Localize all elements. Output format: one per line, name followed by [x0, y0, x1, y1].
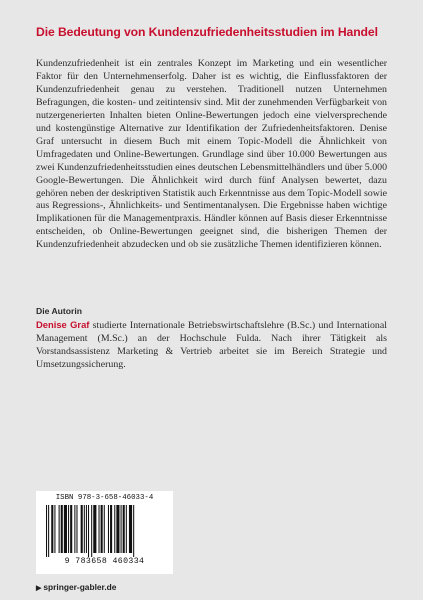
barcode-bar [91, 505, 92, 557]
barcode-bar [86, 505, 87, 553]
barcode-panel [36, 491, 173, 574]
isbn-label: ISBN 978-3-658-46033-4 [55, 494, 154, 502]
barcode-bar [68, 505, 69, 553]
barcode-bar [76, 505, 77, 553]
barcode-bar [126, 505, 127, 553]
publisher-website[interactable] [36, 582, 116, 592]
barcode-bar [46, 505, 47, 557]
author-bio-text: studierte Internationale Betriebswirtschaftslehre (B.Sc.) und International Management (M.Sc.) an der Hochschule Fulda. Nach ihrer Tätigkeit als Vorstandsassistenz Marketing & Vertrieb arbeitet sie im Bereich Strategie und Umsetzungssicherung. [36, 320, 387, 370]
barcode-bar [81, 505, 83, 553]
book-title: Die Bedeutung von Kundenzufriedenheitsstudien im Handel [36, 25, 378, 39]
barcode-bar [61, 505, 63, 553]
barcode-bar [74, 505, 75, 553]
barcode-bar [129, 505, 132, 553]
barcode-bar [99, 505, 100, 553]
barcode-bar [70, 505, 72, 553]
barcode-bar [108, 505, 109, 553]
author-name: Denise Graf [36, 319, 90, 330]
author-bio [36, 319, 387, 372]
arrow-right-icon: ▶ [36, 585, 42, 592]
barcode-bar [93, 505, 96, 553]
barcode-bar [123, 505, 125, 553]
barcode-bar [101, 505, 103, 553]
about-author-heading: Die Autorin [36, 306, 82, 316]
barcode-icon [46, 505, 163, 557]
blurb-text: Kundenzufriedenheit ist ein zentrales Konzept im Marketing und ein wesentlicher Faktor für den Unternehmenserfolg. Daher ist es wichtig, die Einflussfaktoren der Kundenzufriedenheit genau zu verstehen. Traditionell nutzen Unternehmen Befragungen, die kosten- und zeitintensiv sind. Mit der zunehmenden Verfügbarkeit von nutzergenerierten Inhalten bieten Online-Bewertungen jedoch eine vielversprechende und kostengünstige Alternative zur Identifikation der Zufriedenheitsfaktoren. Denise Graf untersucht in diesem Buch mit einem Topic-Modell die Ähnlichkeit von Umfragedaten und Online-Bewertungen. Grundlage sind über 10.000 Bewertungen aus zwei Kundenzufriedenheitsstudien eines deutschen Lebensmittelhändlers und über 5.000 Google-Bewertungen. Die Ähnlichkeit wird durch fünf Analysen bewertet, dazu gehören neben der deskriptiven Statistik auch Erkenntnisse aus dem Topic-Modell sowie aus Regressions-, Ähnlichkeits- und Sentimentanalysen. Die Ergebnisse haben wichtige Implikationen für die Managementpraxis. Händler können auf Basis dieser Erkenntnisse entscheiden, ob Online-Bewertungen geeignet sind, die bisherigen Themen der Kundenzufriedenheit abzudecken und ob sie zusätzliche Themen identifizieren können. [36, 58, 388, 251]
barcode-bar [104, 505, 105, 553]
barcode-bar [48, 505, 49, 557]
barcode-bar [51, 505, 53, 553]
barcode-bar [110, 505, 112, 553]
barcode-bar [114, 505, 115, 553]
barcode-bar [64, 505, 67, 553]
barcode-bar [121, 505, 122, 553]
barcode-bar [88, 505, 89, 557]
barcode-bar [54, 505, 55, 553]
ean-digits: 9 783658 460334 [64, 557, 145, 566]
barcode-bar [59, 505, 60, 553]
barcode-bar [133, 505, 134, 557]
website-label: springer-gabler.de [43, 582, 117, 592]
barcode-bar [116, 505, 119, 553]
barcode-bar [84, 505, 85, 553]
